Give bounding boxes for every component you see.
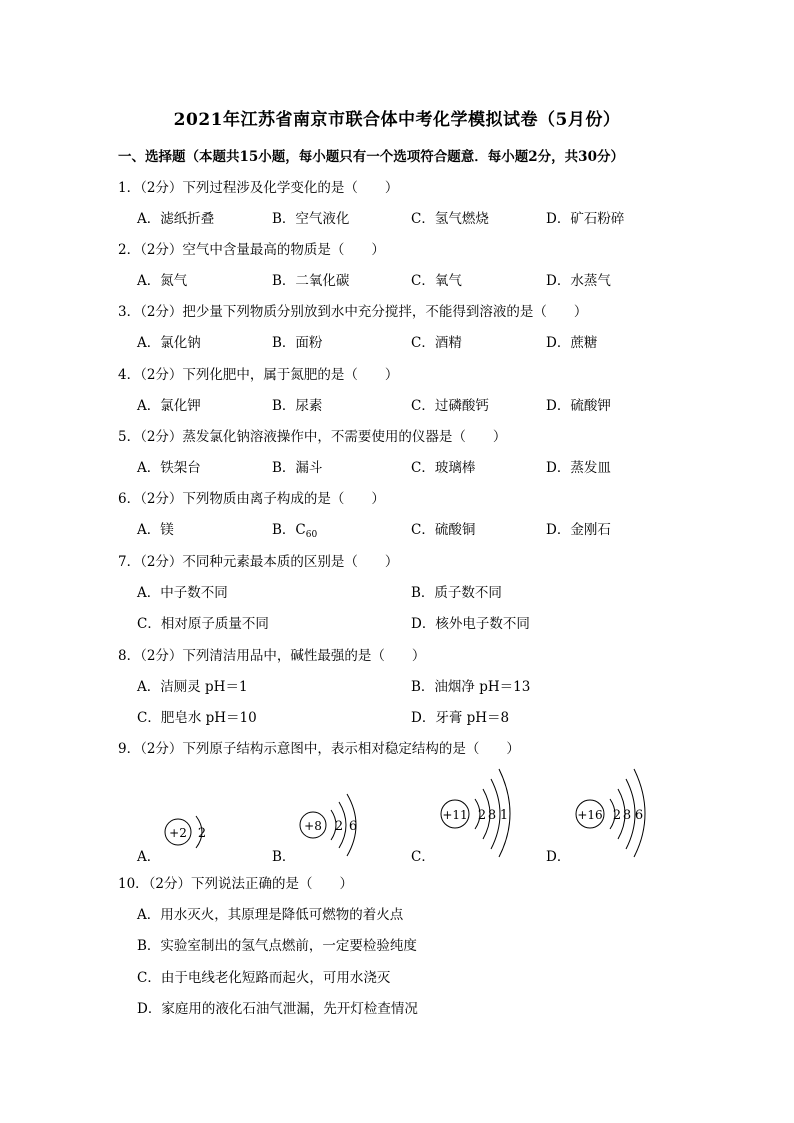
q7-option-b: B．质子数不同	[411, 585, 502, 601]
shell-electrons: 2	[334, 819, 344, 834]
q4-option-d: D．硫酸钾	[546, 398, 611, 414]
q4-option-b: B．尿素	[272, 398, 323, 414]
shell-electrons: 2	[612, 808, 622, 823]
question-2: 2．（2分）空气中含量最高的物质是（ ）	[118, 242, 385, 258]
atom-diagram-d	[570, 765, 675, 860]
q10-option-a: A．用水灭火，其原理是降低可燃物的着火点	[137, 907, 404, 923]
q8-option-c: C．肥皂水 pH＝10	[137, 710, 257, 726]
q1-option-a: A．滤纸折叠	[137, 211, 215, 227]
q2-option-b: B．二氧化碳	[272, 273, 350, 289]
shell-electrons: 2	[197, 826, 207, 841]
q1-option-c: C．氢气燃烧	[411, 211, 489, 227]
shell-electrons: 8	[622, 808, 632, 823]
nucleus-charge: +2	[169, 826, 187, 840]
q10-option-d: D．家庭用的液化石油气泄漏，先开灯检查情况	[137, 1001, 418, 1017]
q3-option-d: D．蔗糖	[546, 335, 598, 351]
q9-option-a: A．	[137, 849, 161, 865]
q6-option-a: A．镁	[137, 522, 174, 538]
shell-electrons: 2	[477, 808, 487, 823]
exam-title: 2021年江苏省南京市联合体中考化学模拟试卷（5月份）	[173, 110, 621, 130]
q3-option-b: B．面粉	[272, 335, 323, 351]
section-heading: 一、选择题（本题共15小题，每小题只有一个选项符合题意．每小题2分，共30分）	[118, 149, 624, 165]
atom-diagram-a	[160, 808, 220, 858]
question-10: 10．（2分）下列说法正确的是（ ）	[118, 876, 354, 892]
q8-option-a: A．洁厕灵 pH＝1	[137, 679, 248, 695]
shell-electrons: 8	[487, 808, 497, 823]
question-9: 9．（2分）下列原子结构示意图中，表示相对稳定结构的是（ ）	[118, 741, 520, 757]
q5-option-c: C．玻璃棒	[411, 460, 476, 476]
q3-option-a: A．氯化钠	[137, 335, 201, 351]
shell-electrons: 6	[348, 819, 358, 834]
q9-option-b: B．	[272, 849, 296, 865]
q6-option-b	[272, 518, 317, 540]
q7-option-d: D．核外电子数不同	[411, 616, 530, 632]
question-7: 7．（2分）不同种元素最本质的区别是（ ）	[118, 554, 399, 570]
q7-option-a: A．中子数不同	[137, 585, 228, 601]
question-4: 4．（2分）下列化肥中，属于氮肥的是（ ）	[118, 367, 399, 383]
atom-diagram-b	[295, 790, 370, 860]
q5-option-d: D．蒸发皿	[546, 460, 611, 476]
q3-option-c: C．酒精	[411, 335, 462, 351]
q5-option-a: A．铁架台	[137, 460, 201, 476]
q6-option-d: D．金刚石	[546, 522, 611, 538]
question-6: 6．（2分）下列物质由离子构成的是（ ）	[118, 491, 385, 507]
q6-option-b-subscript: 60	[305, 530, 318, 540]
shell-electrons: 1	[499, 808, 509, 823]
nucleus-charge: +8	[304, 819, 322, 833]
q4-option-c: C．过磷酸钙	[411, 398, 489, 414]
q8-option-b: B．油烟净 pH＝13	[411, 679, 531, 695]
q8-option-d: D．牙膏 pH＝8	[411, 710, 510, 726]
q1-option-d: D．矿石粉碎	[546, 211, 625, 227]
q2-option-d: D．水蒸气	[546, 273, 611, 289]
shell-electrons: 6	[634, 808, 644, 823]
question-3: 3．（2分）把少量下列物质分别放到水中充分搅拌，不能得到溶液的是（ ）	[118, 304, 588, 320]
q9-option-d: D．	[546, 849, 571, 865]
q9-option-c: C．	[411, 849, 435, 865]
q10-option-b: B．实验室制出的氢气点燃前，一定要检验纯度	[137, 938, 417, 954]
q5-option-b: B．漏斗	[272, 460, 323, 476]
nucleus-charge: +11	[442, 808, 468, 822]
q6-option-b-label: B．C	[272, 522, 306, 538]
question-5: 5．（2分）蒸发氯化钠溶液操作中，不需要使用的仪器是（ ）	[118, 429, 507, 445]
question-1: 1．（2分）下列过程涉及化学变化的是（ ）	[118, 180, 399, 196]
question-8: 8．（2分）下列清洁用品中，碱性最强的是（ ）	[118, 648, 426, 664]
q4-option-a: A．氯化钾	[137, 398, 201, 414]
q1-option-b: B．空气液化	[272, 211, 350, 227]
q2-option-a: A．氮气	[137, 273, 188, 289]
q6-option-c: C．硫酸铜	[411, 522, 476, 538]
q2-option-c: C．氧气	[411, 273, 462, 289]
q7-option-c: C．相对原子质量不同	[137, 616, 269, 632]
q10-option-c: C．由于电线老化短路而起火，可用水浇灭	[137, 970, 391, 986]
nucleus-charge: +16	[577, 808, 603, 822]
atom-diagram-c	[435, 765, 535, 860]
